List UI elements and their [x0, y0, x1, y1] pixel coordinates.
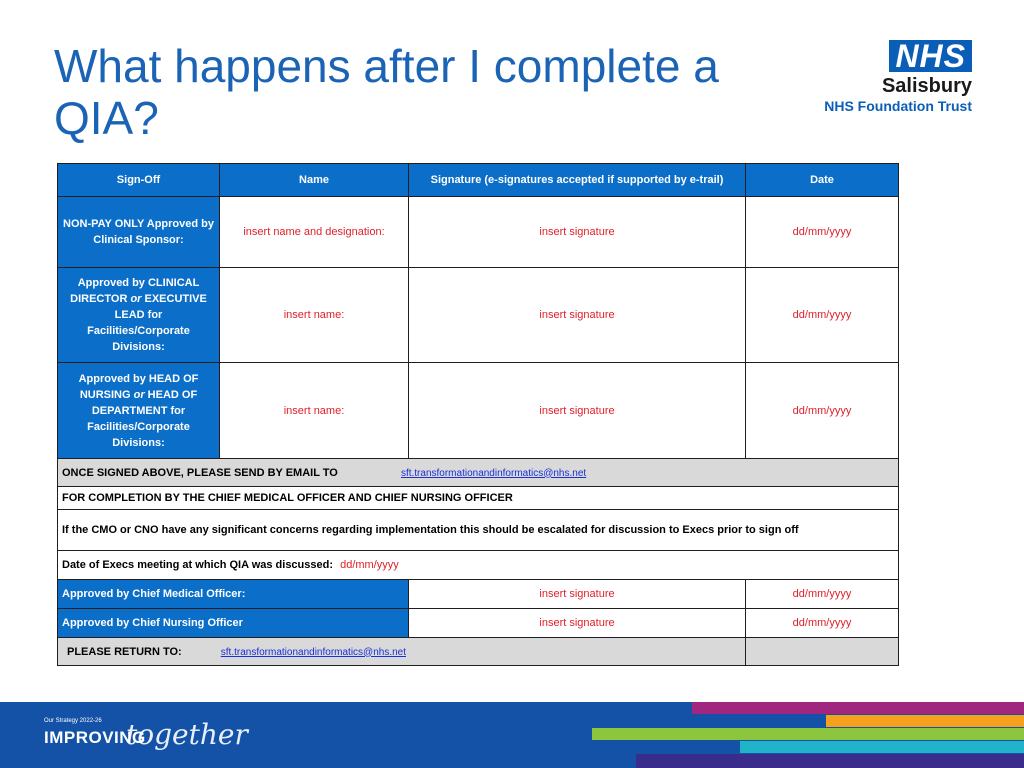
header-name: Name: [220, 164, 409, 197]
footer-strategy: Our Strategy 2022-26: [44, 718, 102, 724]
footer-stripe-teal: [740, 741, 1024, 753]
concerns-text: If the CMO or CNO have any significant concerns regarding implementation this should be escalated for discussion to Execs prior to sign off: [58, 510, 899, 551]
header-date: Date: [746, 164, 899, 197]
cno-row: [58, 609, 899, 638]
header-sign-off: Sign-Off: [58, 164, 220, 197]
label-part-or: or: [130, 293, 142, 305]
date-field[interactable]: dd/mm/yyyy: [746, 197, 899, 268]
return-text: PLEASE RETURN TO:: [67, 645, 182, 658]
row-label-clinical-sponsor: NON-PAY ONLY Approved by Clinical Sponsor:: [58, 197, 220, 268]
footer-stripe-orange: [826, 715, 1024, 727]
label-part: EXECUTIVE LEAD for Facilities/Corporate Divisions:: [87, 293, 207, 353]
return-email-link[interactable]: sft.transformationandinformatics@nhs.net: [220, 646, 406, 658]
footer-stripe-purple: [692, 702, 1024, 714]
footer-stripe-green: [592, 728, 1024, 740]
date-field[interactable]: dd/mm/yyyy: [746, 268, 899, 363]
footer-improving: IMPROVING: [44, 728, 146, 747]
footer-together: together: [126, 718, 248, 751]
logo-org-name: Salisbury: [881, 75, 972, 97]
nhs-badge: NHS: [889, 40, 972, 72]
logo-trust-name: NHS Foundation Trust: [824, 98, 972, 114]
footer-stripe-indigo: [636, 754, 1024, 768]
header-signature: Signature (e-signatures accepted if supported by e-trail): [409, 164, 746, 197]
label-part: Approved by CLINICAL DIRECTOR: [70, 277, 200, 305]
name-field[interactable]: insert name:: [220, 268, 409, 363]
qia-signoff-table: [57, 163, 899, 666]
cmo-label: Approved by Chief Medical Officer:: [58, 580, 409, 609]
execs-row: [58, 551, 899, 580]
email-instruction: ONCE SIGNED ABOVE, PLEASE SEND BY EMAIL TO: [62, 466, 338, 479]
execs-text: Date of Execs meeting at which QIA was discussed:: [62, 559, 334, 571]
execs-date-field[interactable]: dd/mm/yyyy: [340, 559, 399, 571]
date-field[interactable]: dd/mm/yyyy: [746, 363, 899, 459]
footer-banner: [0, 702, 1024, 768]
row-label-head-of-nursing: [58, 363, 220, 459]
cno-date-field[interactable]: dd/mm/yyyy: [746, 609, 899, 638]
table-row: [58, 268, 899, 363]
row-label-clinical-director: [58, 268, 220, 363]
page-title: What happens after I complete a QIA?: [54, 40, 719, 144]
table-row: [58, 363, 899, 459]
cmo-signature-field[interactable]: insert signature: [409, 580, 746, 609]
name-field[interactable]: insert name:: [220, 363, 409, 459]
concerns-row: [58, 510, 899, 551]
return-empty-cell: [746, 638, 899, 666]
name-field[interactable]: insert name and designation:: [220, 197, 409, 268]
return-row: [58, 638, 899, 666]
email-link[interactable]: sft.transformationandinformatics@nhs.net: [400, 467, 587, 479]
cmo-row: [58, 580, 899, 609]
label-part: Approved by HEAD OF NURSING: [78, 372, 199, 401]
table-header-row: [58, 164, 899, 197]
email-row: [58, 459, 899, 487]
table-row: [58, 197, 899, 268]
nhs-logo: [812, 40, 972, 114]
label-part-or: or: [133, 388, 145, 401]
completion-row: [58, 487, 899, 510]
signature-field[interactable]: insert signature: [409, 268, 746, 363]
cno-signature-field[interactable]: insert signature: [409, 609, 746, 638]
signature-field[interactable]: insert signature: [409, 197, 746, 268]
cno-label: Approved by Chief Nursing Officer: [58, 609, 409, 638]
cmo-date-field[interactable]: dd/mm/yyyy: [746, 580, 899, 609]
completion-text: FOR COMPLETION BY THE CHIEF MEDICAL OFFICER AND CHIEF NURSING OFFICER: [58, 487, 899, 510]
signature-field[interactable]: insert signature: [409, 363, 746, 459]
label-part: HEAD OF DEPARTMENT for Facilities/Corporate Divisions:: [87, 388, 198, 449]
